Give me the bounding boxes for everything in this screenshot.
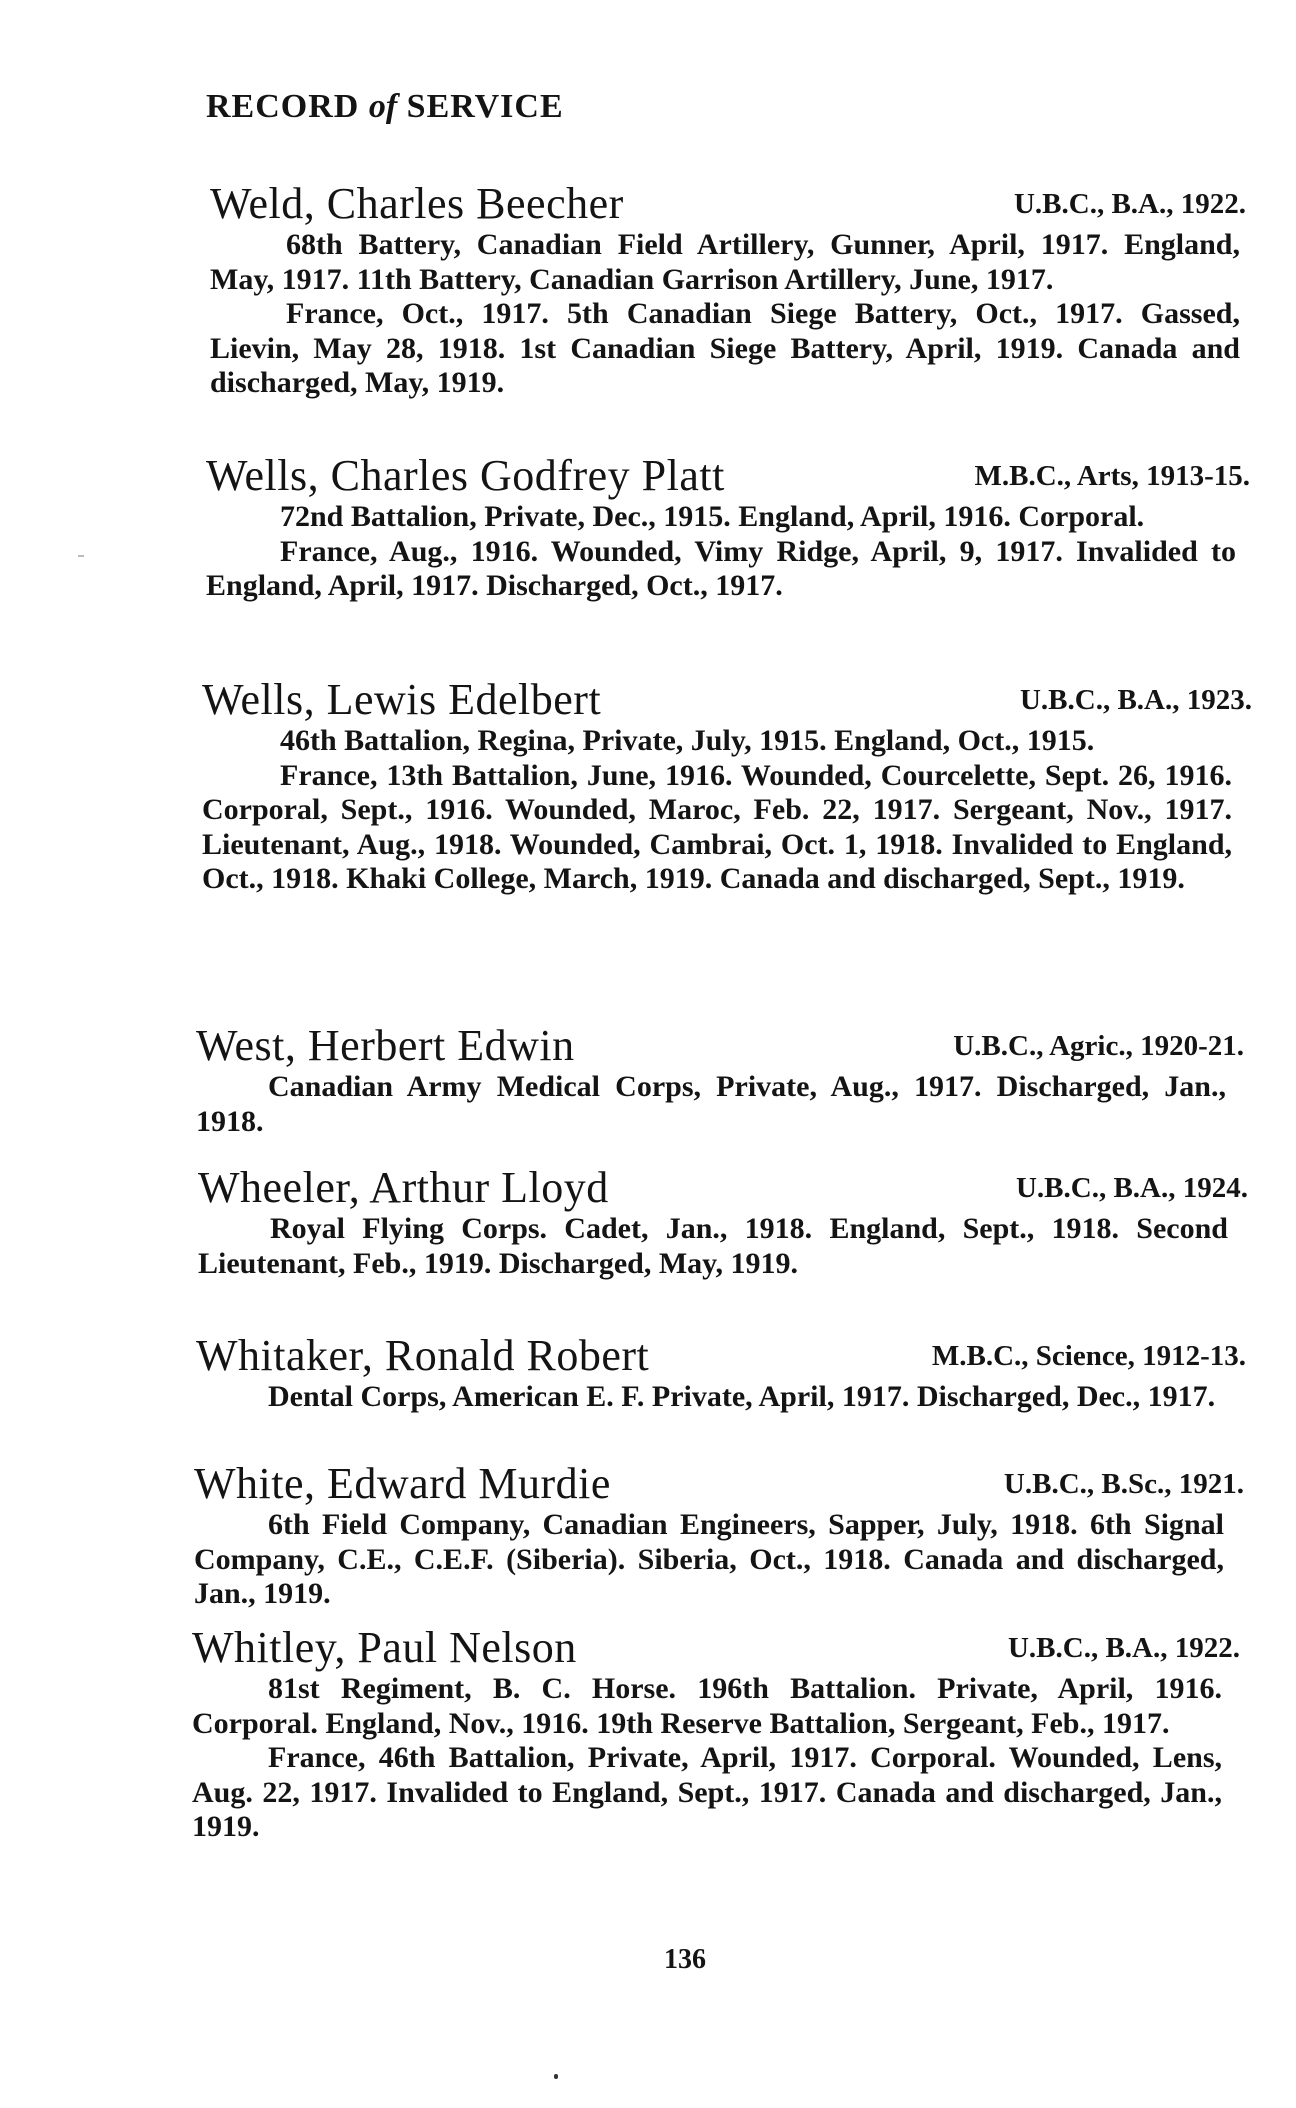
service-entry: [194, 1458, 1244, 1612]
service-entry: [196, 1330, 1246, 1415]
entry-paragraph: Canadian Army Medical Corps, Private, Aug., 1917. Discharged, Jan., 1918.: [196, 1070, 1226, 1138]
running-head-service: SERVICE: [406, 88, 564, 125]
entry-name: Whitaker, Ronald Robert: [196, 1331, 650, 1380]
running-head: [206, 88, 564, 126]
print-speck: [554, 2074, 558, 2079]
entry-name: White, Edward Murdie: [194, 1459, 611, 1508]
entry-name: Whitley, Paul Nelson: [192, 1623, 577, 1672]
service-entry: [198, 1162, 1248, 1281]
entry-paragraph: France, Oct., 1917. 5th Canadian Siege Battery, Oct., 1917. Gassed, Lievin, May 28, 1918. 1st Canadian Siege Battery, April, 1919. Canada and discharged, May, 1919.: [210, 297, 1240, 399]
service-entry: [192, 1622, 1240, 1845]
service-entry: [210, 178, 1246, 401]
entry-degree: U.B.C., Agric., 1920-21.: [953, 1030, 1244, 1062]
entry-degree: M.B.C., Science, 1912-13.: [931, 1340, 1246, 1372]
service-entry: [196, 1020, 1244, 1139]
entry-name: Wells, Charles Godfrey Platt: [206, 451, 725, 500]
entry-paragraph: 68th Battery, Canadian Field Artillery, Gunner, April, 1917. England, May, 1917. 11th Battery, Canadian Garrison Artillery, June, 1917.: [210, 228, 1240, 296]
entry-heading: [196, 1330, 1246, 1380]
service-entry: [206, 450, 1250, 604]
entry-degree: U.B.C., B.A., 1924.: [1015, 1172, 1248, 1204]
entry-heading: [202, 674, 1252, 724]
entry-paragraph: France, 46th Battalion, Private, April, 1917. Corporal. Wounded, Lens, Aug. 22, 1917. Invalided to England, Sept., 1917. Canada and discharged, Jan., 1919.: [192, 1741, 1222, 1843]
entry-degree: M.B.C., Arts, 1913-15.: [974, 460, 1250, 492]
entry-degree: U.B.C., B.A., 1923.: [1019, 684, 1252, 716]
entry-degree: U.B.C., B.Sc., 1921.: [1003, 1468, 1244, 1500]
service-entry: [202, 674, 1252, 897]
entry-name: Wells, Lewis Edelbert: [202, 675, 602, 724]
entry-heading: [210, 178, 1246, 228]
entry-degree: U.B.C., B.A., 1922.: [1013, 188, 1246, 220]
entry-heading: [192, 1622, 1240, 1672]
entry-paragraph: Royal Flying Corps. Cadet, Jan., 1918. England, Sept., 1918. Second Lieutenant, Feb., 1919. Discharged, May, 1919.: [198, 1212, 1228, 1280]
entry-heading: [206, 450, 1250, 500]
entry-name: Wheeler, Arthur Lloyd: [198, 1163, 609, 1212]
page-number: 136: [664, 1944, 706, 1975]
entry-heading: [198, 1162, 1248, 1212]
entry-name: Weld, Charles Beecher: [210, 179, 624, 228]
entry-paragraph: 81st Regiment, B. C. Horse. 196th Battalion. Private, April, 1916. Corporal. England, Nov., 1916. 19th Reserve Battalion, Sergeant, Feb., 1917.: [192, 1672, 1222, 1740]
running-head-record: RECORD: [206, 88, 360, 125]
entry-heading: [196, 1020, 1244, 1070]
entry-paragraph: 72nd Battalion, Private, Dec., 1915. England, April, 1916. Corporal.: [280, 500, 1145, 533]
entry-name: West, Herbert Edwin: [196, 1021, 575, 1070]
entry-heading: [194, 1458, 1244, 1508]
entry-paragraph: France, 13th Battalion, June, 1916. Wounded, Courcelette, Sept. 26, 1916. Corporal, Sept., 1916. Wounded, Maroc, Feb. 22, 1917. Sergeant, Nov., 1917. Lieutenant, Aug., 1918. Wounded, Cambrai, Oct. 1, 1918. Invalided to England, Oct., 1918. Khaki College, March, 1919. Canada and discharged, Sept., 1919.: [202, 758, 1232, 895]
entry-degree: U.B.C., B.A., 1922.: [1007, 1632, 1240, 1664]
entry-paragraph: 6th Field Company, Canadian Engineers, Sapper, July, 1918. 6th Signal Company, C.E., C.E.F. (Siberia). Siberia, Oct., 1918. Canada and discharged, Jan., 1919.: [194, 1508, 1224, 1610]
entry-paragraph: France, Aug., 1916. Wounded, Vimy Ridge, April, 9, 1917. Invalided to England, April, 1917. Discharged, Oct., 1917.: [206, 534, 1236, 602]
running-head-of: of: [368, 88, 398, 125]
entry-paragraph: 46th Battalion, Regina, Private, July, 1915. England, Oct., 1915.: [280, 724, 1095, 757]
entry-paragraph: Dental Corps, American E. F. Private, April, 1917. Discharged, Dec., 1917.: [268, 1380, 1216, 1413]
margin-mark: [78, 555, 84, 557]
